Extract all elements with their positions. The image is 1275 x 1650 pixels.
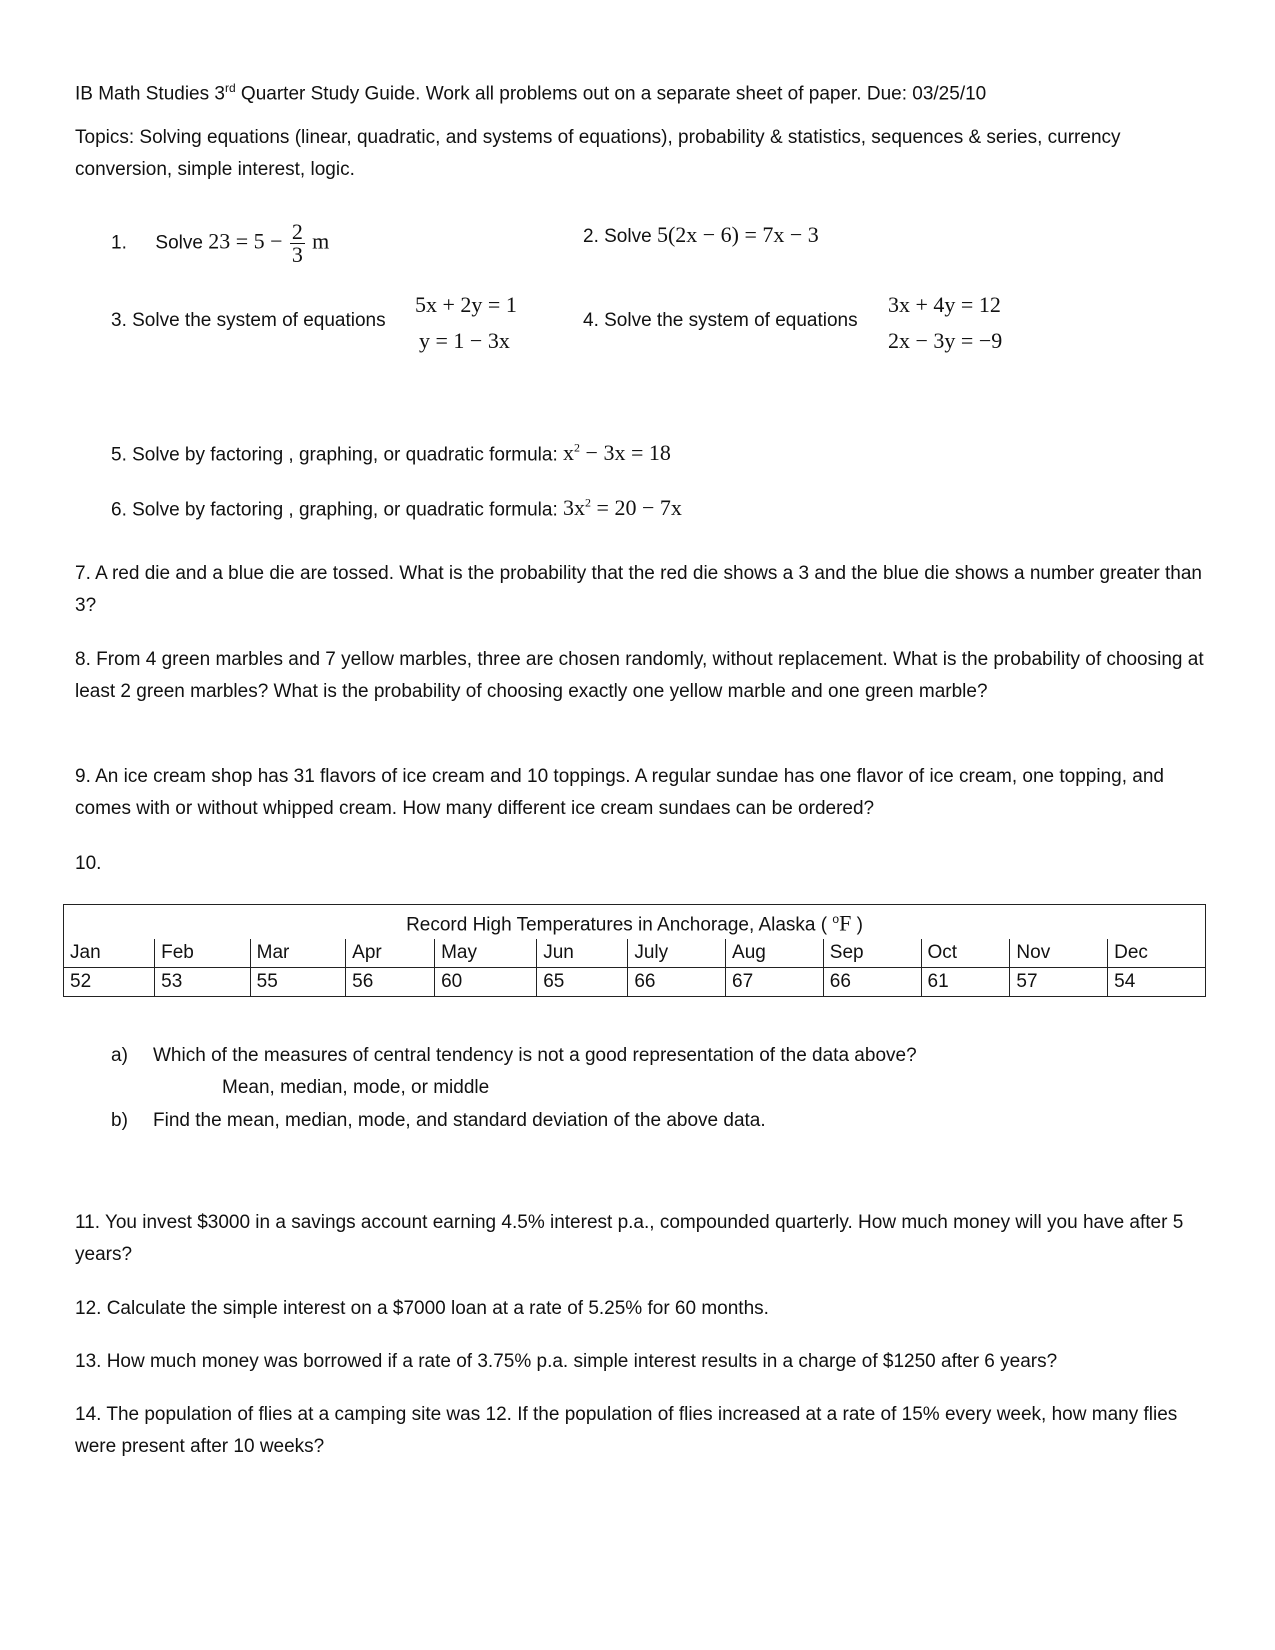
month-cell: Nov	[1010, 939, 1108, 968]
page-header	[75, 72, 986, 110]
problem-2-equation: 5(2x − 6) = 7x − 3	[656, 222, 819, 247]
temp-cell: 56	[346, 968, 435, 997]
temperature-table	[63, 904, 1206, 997]
problem-4-system	[888, 287, 1002, 359]
header-superscript: rd	[224, 81, 236, 95]
temp-cell: 61	[921, 968, 1010, 997]
problem-8: 8. From 4 green marbles and 7 yellow marbles, three are chosen randomly, without replacement. What is the probability of choosing at least 2 green marbles? What is the probability of choosing exactly one yellow marble and one green marble?	[75, 649, 1204, 702]
caption-text: Record High Temperatures in Anchorage, Alaska (	[406, 914, 833, 936]
problem-10b-label: b)	[111, 1110, 128, 1131]
header-text-rest: Quarter Study Guide. Work all problems out on a separate sheet of paper. Due: 03/25/10	[235, 83, 987, 105]
problem-6-equation	[563, 495, 682, 520]
header-text: IB Math Studies 3	[75, 83, 225, 105]
problem-14: 14. The population of flies at a camping site was 12. If the population of flies increased at a rate of 15% every week, how many flies were present after 10 weeks?	[75, 1404, 1178, 1457]
temp-cell: 60	[435, 968, 537, 997]
fraction-numerator: 2	[291, 219, 303, 244]
problem-1-number: 1.	[111, 232, 127, 254]
month-cell: Mar	[250, 939, 346, 968]
problem-1-lhs: 23 = 5 −	[208, 228, 283, 254]
problem-3-equation-1: 5x + 2y = 1	[415, 292, 517, 317]
equation-part: = 20 − 7x	[591, 495, 682, 521]
temp-cell: 66	[628, 968, 726, 997]
problem-1	[111, 221, 329, 266]
problem-5	[111, 432, 671, 471]
table-row-months	[64, 939, 1206, 968]
month-cell: Dec	[1108, 939, 1206, 968]
month-cell: Jan	[64, 939, 155, 968]
month-cell: Feb	[155, 939, 251, 968]
problem-11: 11. You invest $3000 in a savings account earning 4.5% interest p.a., compounded quarterly. How much money will you have after 5 years?	[75, 1212, 1184, 1265]
temp-cell: 67	[726, 968, 824, 997]
problem-10-number: 10.	[75, 853, 102, 874]
table-caption	[64, 905, 1206, 940]
fraction-denominator: 3	[291, 242, 303, 267]
equation-part: − 3x = 18	[580, 440, 671, 466]
month-cell: Jun	[537, 939, 628, 968]
temp-cell: 53	[155, 968, 251, 997]
equation-part: x	[563, 440, 575, 466]
month-cell: Apr	[346, 939, 435, 968]
temp-cell: 54	[1108, 968, 1206, 997]
problem-10a-label: a)	[111, 1045, 128, 1066]
temp-cell: 66	[823, 968, 921, 997]
problem-9: 9. An ice cream shop has 31 flavors of ice cream and 10 toppings. A regular sundae has one flavor of ice cream, one topping, and comes with or without whipped cream. How many different ice cream sundaes can be ordered?	[75, 766, 1164, 819]
problem-10a-text: Which of the measures of central tendency is not a good representation of the data above?	[153, 1045, 917, 1066]
table-row-temps	[64, 968, 1206, 997]
equation-part: 3x	[563, 495, 586, 521]
problem-5-equation	[563, 440, 671, 465]
caption-unit: F	[839, 910, 852, 936]
problem-1-label: Solve	[155, 232, 203, 254]
caption-close: )	[851, 914, 863, 936]
problem-13: 13. How much money was borrowed if a rate of 3.75% p.a. simple interest results in a charge of $1250 after 6 years?	[75, 1351, 1058, 1372]
problem-2-label: 2. Solve	[583, 226, 652, 247]
problem-1-fraction	[290, 221, 305, 266]
degree-symbol: o	[832, 912, 840, 926]
problem-4-equation-1: 3x + 4y = 12	[888, 292, 1001, 317]
problem-3-equation-2: y = 1 − 3x	[419, 328, 510, 353]
problem-6	[111, 487, 682, 526]
equation-exponent: 2	[574, 441, 581, 455]
month-cell: Sep	[823, 939, 921, 968]
problem-10b-text: Find the mean, median, mode, and standard deviation of the above data.	[153, 1110, 766, 1131]
month-cell: Aug	[726, 939, 824, 968]
topics-text: Topics: Solving equations (linear, quadratic, and systems of equations), probability & statistics, sequences & series, currency conversion, simple interest, logic.	[75, 127, 1121, 180]
problem-5-label: 5. Solve by factoring , graphing, or quadratic formula:	[111, 444, 558, 466]
problem-10a-options: Mean, median, mode, or middle	[222, 1077, 490, 1098]
problem-3-system	[415, 287, 517, 359]
problem-3-label: 3. Solve the system of equations	[111, 310, 386, 331]
month-cell: May	[435, 939, 537, 968]
temp-cell: 52	[64, 968, 155, 997]
month-cell: Oct	[921, 939, 1010, 968]
equation-exponent: 2	[585, 496, 592, 510]
temp-cell: 57	[1010, 968, 1108, 997]
problem-2	[583, 219, 819, 253]
month-cell: July	[628, 939, 726, 968]
temp-cell: 55	[250, 968, 346, 997]
temp-cell: 65	[537, 968, 628, 997]
problem-4-equation-2: 2x − 3y = −9	[888, 328, 1003, 353]
problem-12: 12. Calculate the simple interest on a $7000 loan at a rate of 5.25% for 60 months.	[75, 1298, 769, 1319]
problem-6-label: 6. Solve by factoring , graphing, or quadratic formula:	[111, 499, 558, 521]
problem-1-rhs: m	[312, 228, 330, 254]
problem-7: 7. A red die and a blue die are tossed. What is the probability that the red die shows a 3 and the blue die shows a number greater than 3?	[75, 563, 1202, 616]
problem-4-label: 4. Solve the system of equations	[583, 310, 858, 331]
